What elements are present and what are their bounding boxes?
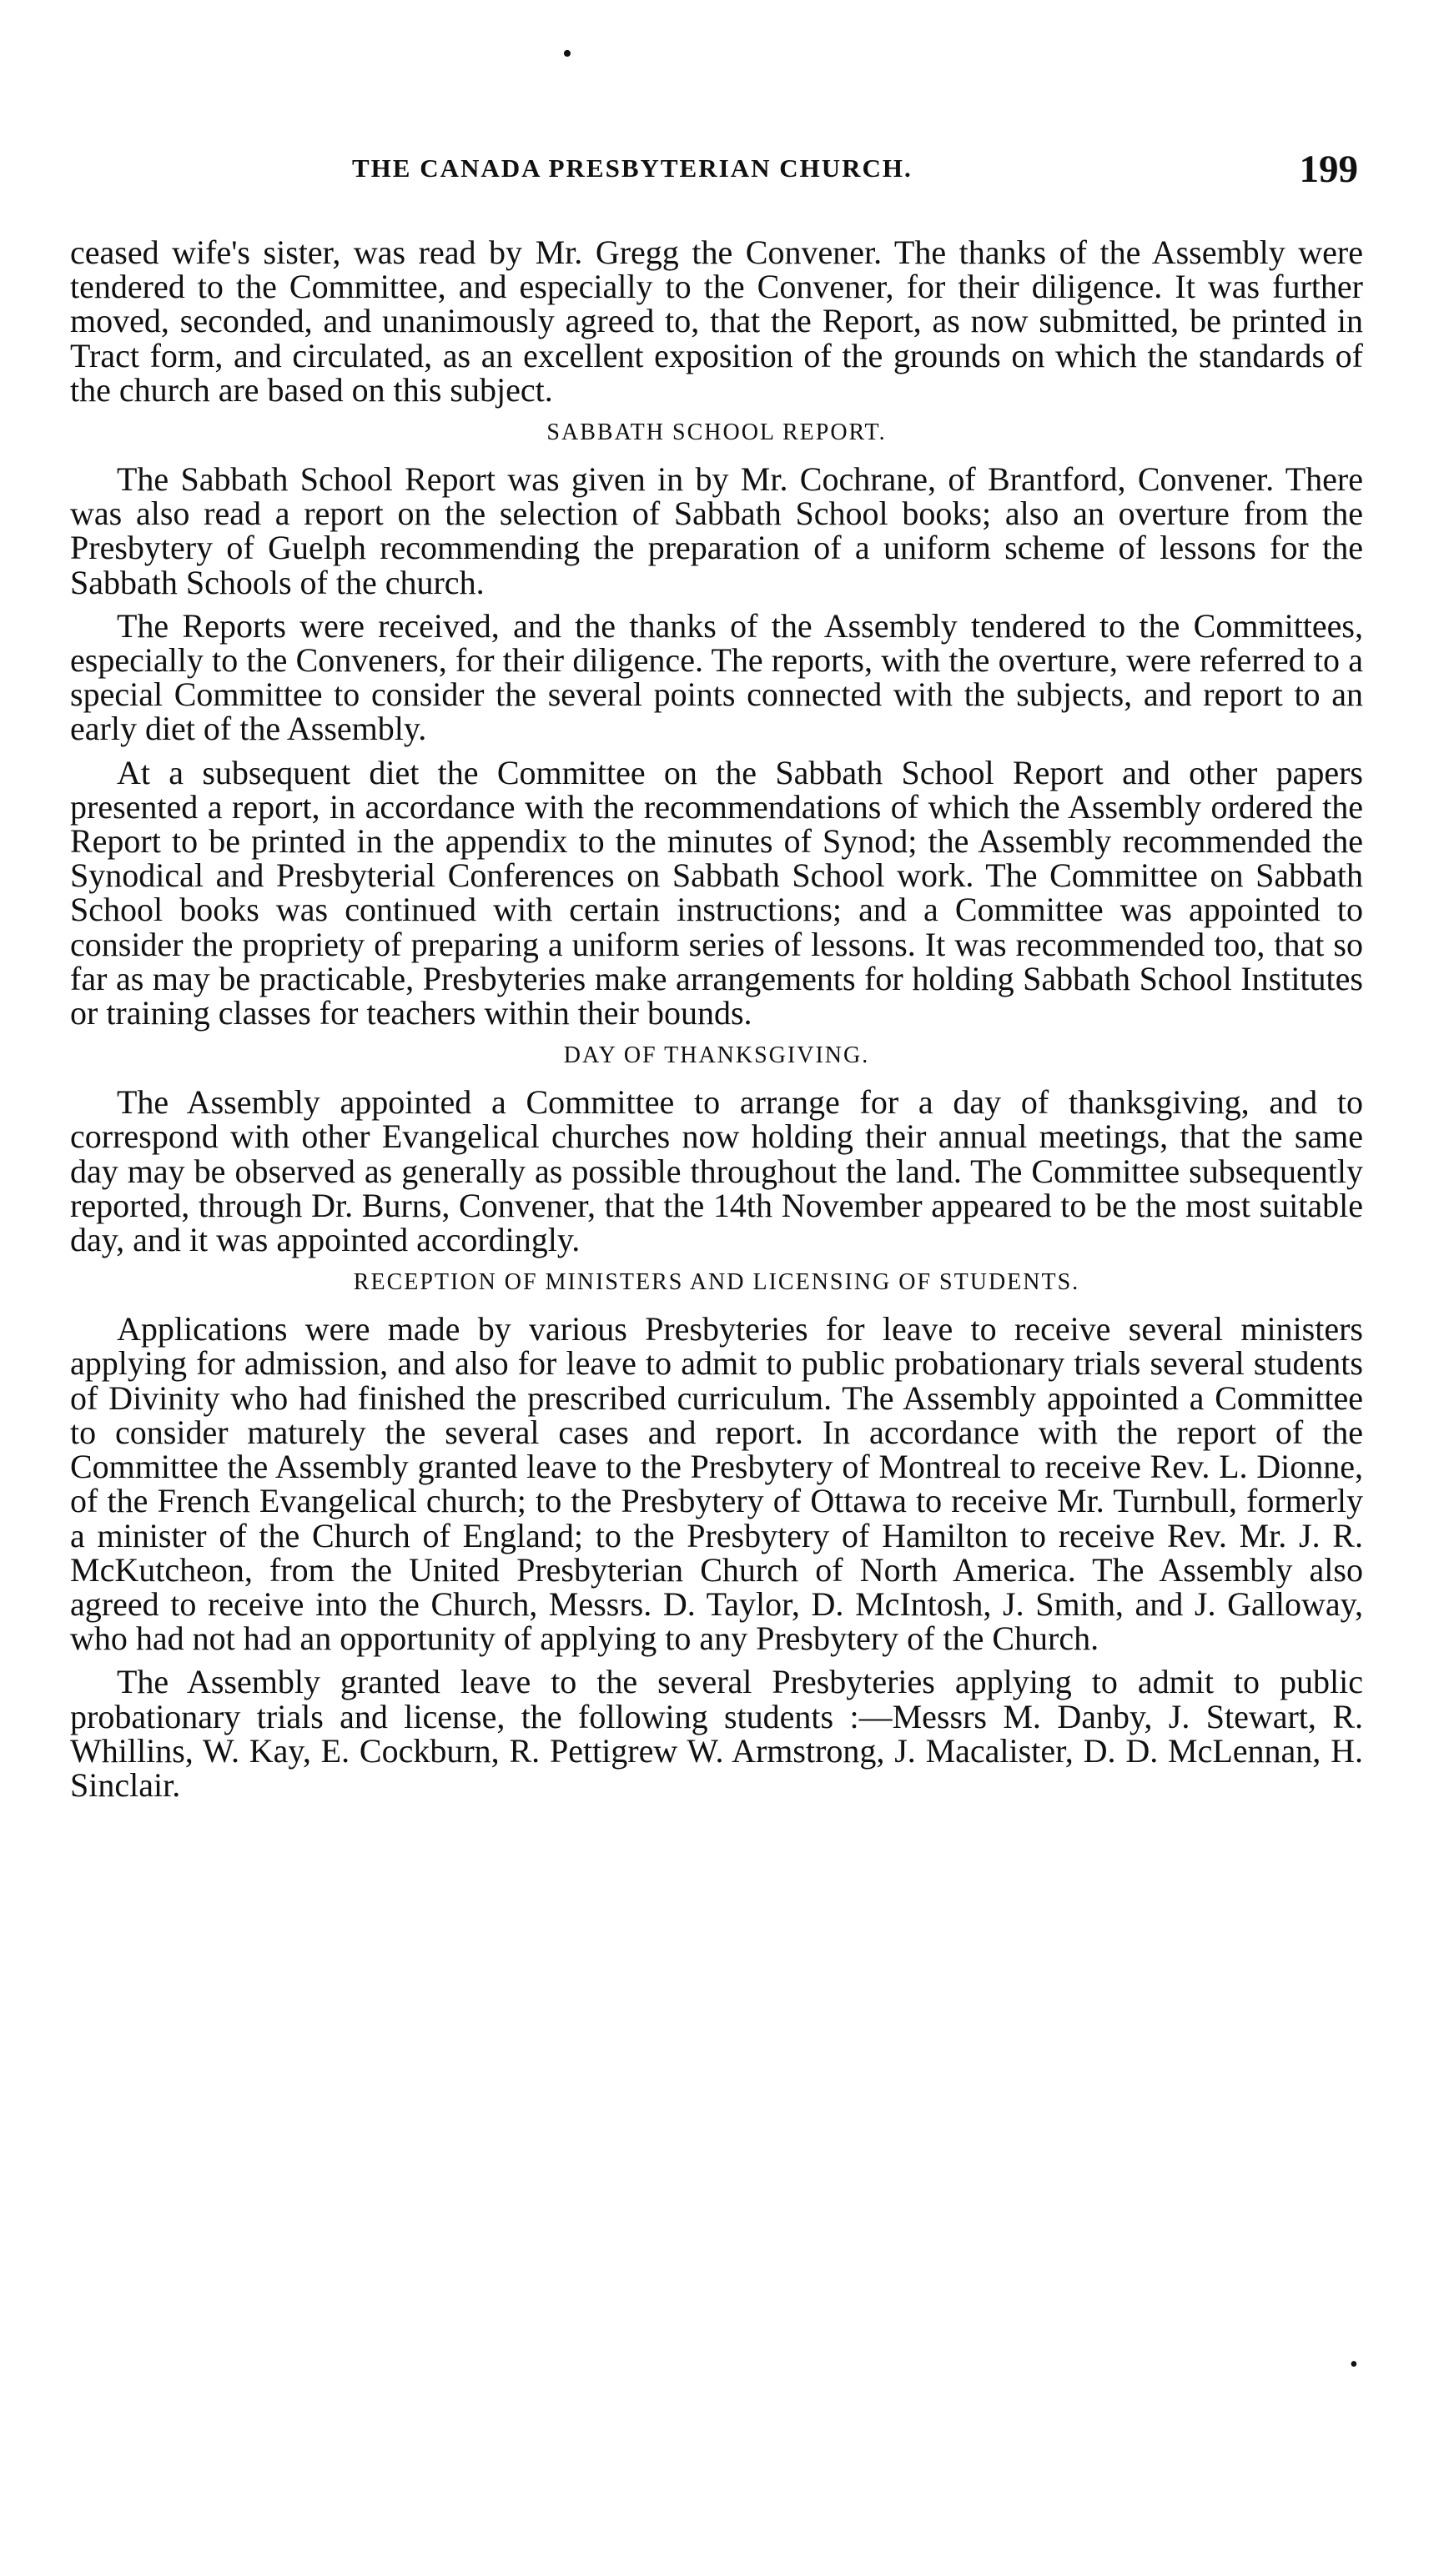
heading-sabbath-school-report: SABBATH SCHOOL REPORT. <box>546 419 887 446</box>
heading-day-of-thanksgiving: DAY OF THANKSGIVING. <box>563 1042 870 1069</box>
paragraph-5: The Assembly appointed a Committee to arrange for a day of thanksgiving, and to correspond with other Evangelical churches now holding their annual meetings, that the same day may be observed as generally as possible throughout the land. The Committee subsequently reported, through Dr. Burns, Convener, that the 14th November appeared to be the most suitable day, and it was appointed accordingly. <box>70 1083 1363 1259</box>
paragraph-2: The Sabbath School Report was given in by Mr. Cochrane, of Brantford, Convener. There was also read a report on the selection of Sabbath School books; also an overture from the Presbytery of Guelph recommending the preparation of a uniform scheme of lessons for the Sabbath Schools of the church. <box>70 460 1363 601</box>
page-number: 199 <box>1299 148 1358 191</box>
paragraph-1: ceased wife's sister, was read by Mr. Gregg the Convener. The thanks of the Assembly were tendered to the Committee, and especially to the Convener, for their diligence. It was further moved, seconded, and unanimously agreed to, that the Report, as now submitted, be printed in Tract form, and circulated, as an excellent exposition of the grounds on which the standards of the church are based on this subject. <box>70 233 1363 409</box>
running-title: THE CANADA PRESBYTERIAN CHURCH. <box>352 153 913 183</box>
running-head <box>73 147 1358 197</box>
body-text <box>70 235 1363 1811</box>
paragraph-6: Applications were made by various Presbyteries for leave to receive several ministers applying for admission, and also for leave to admit to public probationary trials several students of Divinity who had finished the prescribed curriculum. The Assembly appointed a Committee to consider maturely the several cases and report. In accordance with the report of the Committee the Assembly granted leave to the Presbytery of Montreal to receive Rev. L. Dionne, of the French Evangelical church; to the Presbytery of Ottawa to receive Mr. Turnbull, formerly a minister of the Church of England; to the Presbytery of Hamilton to receive Rev. Mr. J. R. McKutcheon, from the United Presbyterian Church of North America. The Assembly also agreed to receive into the Church, Messrs. D. Taylor, D. McIntosh, J. Smith, and J. Galloway, who had not had an opportunity of applying to any Presbytery of the Church. <box>70 1310 1363 1658</box>
paragraph-4: At a subsequent diet the Committee on the Sabbath School Report and other papers presented a report, in accordance with the recommendations of which the Assembly ordered the Report to be printed in the appendix to the minutes of Synod; the Assembly recommended the Synodical and Presbyterial Conferences on Sabbath School work. The Committee on Sabbath School books was continued with certain instructions; and a Committee was appointed to consider the propriety of preparing a uniform series of lessons. It was recommended too, that so far as may be practicable, Presbyteries make arrangements for holding Sabbath School Institutes or training classes for teachers within their bounds. <box>70 753 1363 1032</box>
paragraph-3: The Reports were received, and the thanks of the Assembly tendered to the Committees, especially to the Conveners, for their diligence. The reports, with the overture, were referred to a special Committee to consider the several points connected with the subjects, and report to an early diet of the Assembly. <box>70 606 1363 748</box>
heading-reception-of-ministers: RECEPTION OF MINISTERS AND LICENSING OF STUDENTS. <box>353 1269 1080 1296</box>
bottom-mark: • <box>1350 2352 1358 2378</box>
top-mark: • <box>562 38 572 69</box>
paragraph-7: The Assembly granted leave to the several Presbyteries applying to admit to public probationary trials and license, the following students :—Messrs M. Danby, J. Stewart, R. Whillins, W. Kay, E. Cockburn, R. Pettigrew W. Armstrong, J. Macalister, D. D. McLennan, H. Sinclair. <box>70 1663 1363 1804</box>
